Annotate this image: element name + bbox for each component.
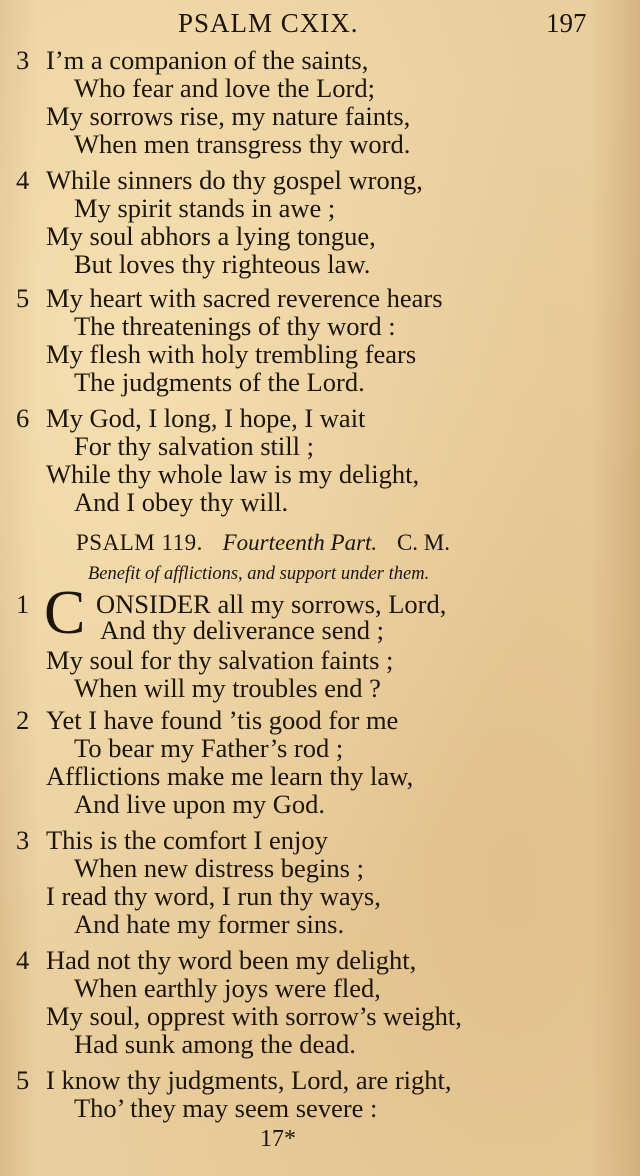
- running-title: PSALM CXIX.: [178, 8, 359, 38]
- verse-line: While thy whole law is my delight,: [46, 459, 420, 489]
- verse-line: The judgments of the Lord.: [74, 367, 365, 397]
- verse-line: I know thy judgments, Lord, are right,: [46, 1065, 452, 1095]
- verse-line: My sorrows rise, my nature faints,: [46, 101, 411, 131]
- page-number: 197: [546, 8, 587, 38]
- stanza-number: 4: [16, 945, 30, 975]
- stanza-number: 3: [16, 45, 30, 75]
- verse-line: Who fear and love the Lord;: [74, 73, 375, 103]
- psalm-part: Fourteenth Part.: [222, 530, 378, 555]
- verse-line: This is the comfort I enjoy: [46, 825, 328, 855]
- verse-line: I’m a companion of the saints,: [46, 45, 369, 75]
- verse-line: And hate my former sins.: [74, 909, 345, 939]
- stanza-number: 1: [16, 589, 30, 619]
- verse-line: When men transgress thy word.: [74, 129, 411, 159]
- psalm-heading: [76, 528, 450, 558]
- verse-line: For thy salvation still ;: [74, 431, 314, 461]
- stanza-number: 4: [16, 165, 30, 195]
- verse-line: My soul for thy salvation faints ;: [46, 645, 394, 675]
- stanza-number: 3: [16, 825, 30, 855]
- verse-line: Afflictions make me learn thy law,: [46, 761, 414, 791]
- verse-line: And I obey thy will.: [74, 487, 289, 517]
- verse-line: To bear my Father’s rod ;: [74, 733, 344, 763]
- verse-line: Had sunk among the dead.: [74, 1029, 356, 1059]
- psalm-title: PSALM 119.: [76, 530, 203, 555]
- verse-line: Yet I have found ’tis good for me: [46, 705, 399, 735]
- verse-line: When new distress begins ;: [74, 853, 364, 883]
- verse-line: My God, I long, I hope, I wait: [46, 403, 366, 433]
- verse-line: My soul abhors a lying tongue,: [46, 221, 376, 251]
- running-head: [0, 6, 640, 40]
- verse-line: My spirit stands in awe ;: [74, 193, 336, 223]
- signature-mark: 17*: [260, 1126, 296, 1152]
- verse-line: And thy deliverance send ;: [100, 615, 385, 645]
- verse-line: Tho’ they may seem severe :: [74, 1093, 378, 1123]
- stanza-number: 2: [16, 705, 30, 735]
- stanza-number: 5: [16, 283, 30, 313]
- verse-line: While sinners do thy gospel wrong,: [46, 165, 423, 195]
- verse-line: ONSIDER all my sorrows, Lord,: [96, 589, 447, 619]
- verse-line: My heart with sacred reverence hears: [46, 283, 443, 313]
- verse-line: But loves thy righteous law.: [74, 249, 371, 279]
- verse-line: Had not thy word been my delight,: [46, 945, 417, 975]
- psalm-subtitle: Benefit of afflictions, and support under them.: [88, 564, 430, 584]
- drop-cap: C: [44, 579, 86, 647]
- verse-line: When will my troubles end ?: [74, 673, 381, 703]
- verse-line: My flesh with holy trembling fears: [46, 339, 417, 369]
- stanza-number: 5: [16, 1065, 30, 1095]
- verse-line: I read thy word, I run thy ways,: [46, 881, 381, 911]
- stanza-number: 6: [16, 403, 30, 433]
- verse-line: My soul, opprest with sorrow’s weight,: [46, 1001, 462, 1031]
- verse-line: And live upon my God.: [74, 789, 325, 819]
- psalm-meter: C. M.: [396, 530, 450, 555]
- verse-line: The threatenings of thy word :: [74, 311, 396, 341]
- verse-line: When earthly joys were fled,: [74, 973, 381, 1003]
